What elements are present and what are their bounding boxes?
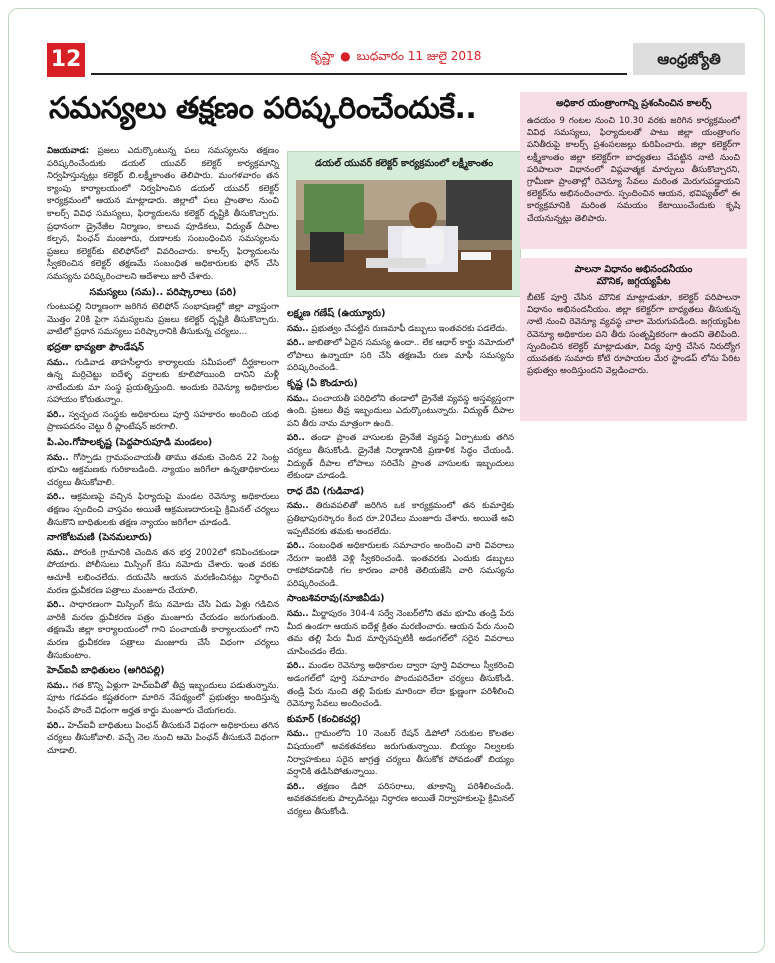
masthead-rule xyxy=(91,73,627,75)
problem-text: తిరువపలితో జరిగిన ఒక కార్యక్రమంలో తన కుమార్తెకు ప్రతిభాపురస్కారం కింద రూ.20వేలు మంజూరు చేశారు. అయితే అవి ఇప్పటివరకు తమకు అందలేదు. xyxy=(287,501,515,537)
problem-paragraph xyxy=(287,500,514,538)
subheading-caller: కుమార్ (కంచికచర్ల) xyxy=(287,713,361,725)
problem-paragraph xyxy=(287,393,514,431)
solution-text: ఆక్రమణపై వచ్చిన ఫిర్యాదుపై మండల రెవెన్యూ అధికారులు తక్షణం స్పందించి వాస్తవం అయితే ఆక్రమణదారులపై క్రిమినల్ చర్యలు తీసుకొని బాధితులకు తక్షణ న్యాయం జరిగేలా చూడండి. xyxy=(47,492,279,528)
solution-paragraph xyxy=(287,660,514,710)
sidebar-box-body: ఉదయం 9 గంటల నుంచి 10.30 వరకు జరిగిన కార్యక్రమంలో వివిధ సమస్యలు, ఫిర్యాదులతో పాటు జిల్లా యంత్రాంగం పనితీరుపై కాలర్స్ ప్రశంసలజల్లు కురిపించారు. జిల్లా కలెక్టర్‌గా లక్ష్మీకాంతం జిల్లా కలెక్టర్‌గా బాధ్యతలు చేపట్టిన నాటి నుంచి పరిపాలనా విధానంలో విప్లవాత్మక మార్పులు తీసుకొచ్చారని, గ్రామీణా ప్రాంతాల్లో రెవెన్యూ సేవలు మరింత మెరుగుపడ్డాయని కలెక్టర్‌ను అభినందించారు. స్పందించిన ఆయన, భవిష్యత్‌లో ఈ కార్యక్రమానికి మరింత సమయం కేటాయించేందుకు కృషి చేయనున్నట్లు తెలిపారు. xyxy=(527,116,740,224)
newspaper-brand-logo: ఆంధ్రజ్యోతి xyxy=(633,43,745,75)
problem-label: సమ.. xyxy=(287,323,309,334)
solution-text: తండా ప్రాంత వాసులకు డ్రైనేజీ వ్యవస్థ ఏర్పాటుకు తగిన చర్యలు తీసుకోండి. డ్రైనేజీ నిర్మాణానికి ప్రణాళిక సిద్ధం చేయండి. విద్యుత్ దీపాల లోపాలు సరిచేసి ప్రాంత వాసులకు ఇబ్బందులు లేకుండా చూడండి. xyxy=(287,433,514,482)
problem-paragraph xyxy=(47,680,279,718)
problem-paragraph xyxy=(47,547,279,597)
subheading-caller: లక్ష్మణ గణేష్ (ఉయ్యూరు) xyxy=(287,308,386,319)
solution-paragraph xyxy=(47,720,279,758)
problem-label: సమ.. xyxy=(287,729,309,740)
problem-paragraph xyxy=(287,323,514,336)
problem-paragraph xyxy=(47,452,279,490)
sidebar-box-governance xyxy=(520,258,747,421)
solution-paragraph xyxy=(287,432,514,482)
problem-label: సమ.. xyxy=(47,547,69,558)
collector-photo xyxy=(296,180,512,290)
sidebar-box-callers-praise xyxy=(520,92,747,249)
solution-text: స్వచ్ఛంద సంస్థకు అధికారులు పూర్తి సహకారం అందించి యథ ప్రాణపదనం చెట్టు రీ ప్లాంటేషన్ జరగాలి. xyxy=(47,409,280,433)
main-headline: సమస్యలు తక్షణం పరిష్కరించేందుకే.. xyxy=(49,91,477,126)
problem-text: పోరంకి గ్రామానికి చెందిన తన భర్త 2002లో కనిపించకుండా పోయారు. పోలీసులు మిస్సింగ్ కేసు నమోదు చేశారు. ఇంత వరకు ఆచూకీ లభించలేదు. దయచేసి ఆయన మరణించినట్లు నిర్ధారించి మరణ ధ్రువీకరణ పత్రాలు మంజూరు చేయాలి. xyxy=(47,547,279,596)
solution-text: హెచ్‌ఐవీ బాధితులు పింఛన్ తీసుకునే విధంగా అధికారులు తగిన చర్యలు తీసుకోవాలి. వచ్చే నెల నుంచి ఆమె పింఛన్ తీసుకునే విధంగా చూడాలి. xyxy=(47,720,279,756)
problem-text: ప్రభుత్వం చేపట్టిన రుణమాఫీ డబ్బులు ఇంతవరకు పడలేదు. xyxy=(311,323,508,334)
solution-label: పరి.. xyxy=(47,600,65,611)
subheading-caller: సాంబశివరావు(నూజివీడు) xyxy=(287,593,385,605)
paragraph: గుంటుపల్లి నిర్మాణంగా జరిగిన టెలిఫోన్ సంభాషణల్లో జిల్లా వ్యాప్తంగా మొత్తం 20కి పైగా సమస్యలను ప్రజలు కలెక్టర్ దృష్టికి తీసుకొచ్చారు. వాటిలో ప్రధాన సమస్యలు పరిష్కారానికి తీసుకున్న చర్యలు... xyxy=(47,302,279,338)
dateline-lead: విజయవాడ: xyxy=(47,146,90,156)
solution-text: సంబంధిత అధికారులకు సమాచారం అందించి వారి వివరాలు నేరుగా ఇంటికి వెళ్లి స్వీకరించండి. ఇంతవరకు ఎందుకు డబ్బులు రాకపోవడానికి గల కారణం వారికి తెలియజేసి వారి సమస్యను పరిష్కరించండి. xyxy=(287,541,514,589)
article-column-1 xyxy=(47,145,279,759)
edition-label: కృష్ణా xyxy=(310,49,335,63)
solution-paragraph xyxy=(287,781,514,819)
problem-label: సమ.. xyxy=(287,501,309,512)
bullet-separator: ● xyxy=(340,49,351,63)
intro-paragraph xyxy=(47,145,279,284)
solution-label: పరి.. xyxy=(47,720,65,731)
problem-paragraph xyxy=(47,357,279,407)
problem-text: గోస్పాడు గ్రామపంచాయతీ తాము తమకు చెందిన 22 సెంట్ల భూమి ఆక్రమణకు గురికాబడింది. న్యాయం జరిగేలా ఉన్నతాధికారులు చర్యలు తీసుకోవాలి. xyxy=(47,452,279,488)
subheading-caller: రాధ దేవి (గుడివాడ) xyxy=(287,485,365,497)
solution-paragraph xyxy=(47,409,279,434)
problem-text: గుడివాడ తాహసీల్దారు కార్యాలయ సమీపంలో దీర్ఘకాలంగా ఉన్న మర్రిచెట్టు ఐదేళ్ళ వర్షాలకు కూలిపోయింది దానిని మళ్లీ నాటేందుకు మా సంస్థ ప్రయత్నిస్తుంది. అందుకు రెవెన్యూ అధికారుల సహాయం కోరుతున్నాం. xyxy=(47,357,279,406)
subheading-caller: కృష్ణ (ఏ కొండూరు) xyxy=(287,377,358,389)
solution-label: పరి.. xyxy=(287,541,305,552)
subheading-caller: హెచ్‌ఐవీ బాధితులం (అగిరిపల్లి) xyxy=(47,665,165,677)
problem-label: సమ.. xyxy=(47,680,69,691)
sidebar-box-title: అధికార యంత్రాంగాన్ని ప్రశంసించిన కాలర్స్ xyxy=(555,98,712,109)
solution-label: పరి.. xyxy=(47,409,65,420)
solution-text: తక్షణం డిపో పరిసరాలు, తూకాన్ని పరిశీలించండి. అవకతవకలకు పాల్పడినట్లు నిర్ధారణ అయితే నిర్వాహకులపై క్రిమినల్ చర్యలు తీసుకోండి. xyxy=(287,781,514,817)
solution-label: పరి.. xyxy=(287,433,305,444)
sidebar-box-title xyxy=(527,264,740,288)
problem-label: సమ.. xyxy=(287,609,309,620)
solution-label: పరి.. xyxy=(287,338,305,349)
solution-text: జాబితాలో ఏదైన సమస్య ఉందా.. లేక ఆధార్ కార్డు నమోదులో లోపాలు ఉన్నాయా సరి చేసి తక్షణమే రుణ మాఫీ సమస్యను పరిష్కరించండి. xyxy=(287,338,514,374)
solution-label: పరి.. xyxy=(287,781,305,792)
problem-text: పంచాయతీ పరిధిలోని తండాలో డ్రైనేజీ వ్యవస్థ అస్తవ్యస్తంగా ఉంది. ప్రజలు తీవ్ర ఇబ్బందులు ఎదుర్కొంటున్నారు. విద్యుత్ దీపాల పని తీరు నామ మాత్రంగా ఉంది. xyxy=(287,393,514,429)
subheading-caller: భద్రతా భావ్యతా ఫౌండేషన్ xyxy=(47,341,144,353)
solution-text: సాధారణంగా మిస్సింగ్ కేసు నమోదు చేసి ఏడు ఏళ్లు గడిచిన వారికి మరణ ధ్రువీకరణ పత్రం మంజూరు చేయడం జరుగుతుంది. తక్షణమే జిల్లా కార్యాలయంలో గాని పంచాయతీ కార్యాలయంలో గాని మరణ ధ్రువీకరణ పత్రాలు మంజూరు చేసే విధంగా చర్యలు తీసుకుంటాం. xyxy=(47,600,279,661)
sidebar-box-title-line: పాలనా విధానం అభినందనీయం xyxy=(574,264,693,275)
sidebar-box-title-line: మౌనిక, జగ్గయ్యపేట xyxy=(596,276,671,287)
problem-label: సమ.. xyxy=(47,357,69,368)
masthead xyxy=(47,43,745,77)
solution-paragraph xyxy=(47,491,279,529)
solution-label: పరి.. xyxy=(47,492,65,503)
article-column-2 xyxy=(287,305,514,821)
photo-caption: డయల్ యువర్ కలెక్టర్ కార్యక్రమంలో లక్ష్మీకాంతం xyxy=(314,158,494,169)
issue-date: బుధవారం 11 జులై 2018 xyxy=(356,49,482,63)
sidebar-box-body: బీటెక్ పూర్తి చేసిన మౌనిక మాట్లాడుతూ, కలెక్టర్ పరిపాలనా విధానం అభినందనీయం. జిల్లా కలెక్టర్‌గా బాధ్యతలు తీసుకున్న నాటి నుంచి రెవెన్యూ వ్యవస్థ చాలా మెరుగుపడింది. జగ్గయ్యపేట రెవెన్యూ అధికారుల పని తీరు సంతృప్తికరంగా ఉందని తెలిపింది. స్పందించిన కలెక్టర్ మాట్లాడుతూ, విద్య పూర్తి చేసిన నిరుద్యోగ యువతకు సుమారు కోటి రూపాయల మేర స్టాండప్ లోను పేరిట ప్రభుత్వం అందిస్తుందని వెల్లడించారు. xyxy=(527,293,740,377)
photo-box xyxy=(287,151,521,297)
page-number: 12 xyxy=(47,43,85,77)
newspaper-page xyxy=(8,8,765,953)
solution-label: పరి.. xyxy=(287,661,305,672)
solution-paragraph xyxy=(287,337,514,375)
problem-label: సమ.. xyxy=(287,393,309,404)
problem-text: మీర్జాపురం 304-4 సర్వే నెంబర్‌లోని తమ భూమి తండ్రి పేరు మీద ఉండగా ఆయన ఐదేళ్ల క్రితం మరణించారు. ఆయన పేరు నుంచి తమ తల్లి పేరు మీద మార్చినప్పటికీ అడంగల్‌లో సరైన వివరాలు చూపించడం లేదు. xyxy=(287,609,515,657)
problem-text: గత కొన్ని ఏళ్లుగా హెచ్‌ఐవీతో తీవ్ర ఇబ్బందులు పడుతున్నాను. పూట గడవడం కష్టతరంగా మారిన నేపథ్యంలో ప్రభుత్వం అందిస్తున్న పింఛన్ పొందే విధంగా అర్హత కార్డు మంజూరు చేయగలరు. xyxy=(47,680,279,716)
problem-label: సమ.. xyxy=(47,452,69,463)
intro-text: ప్రజలు ఎదుర్కొంటున్న పలు సమస్యలను తక్షణం పరిష్కరించేందుకు డయల్ యువర్ కలెక్టర్ కార్యక్రమాన్ని నిర్వహిస్తున్నట్లు కలెక్టర్ బి.లక్ష్మీకాంతం తెలిపారు. మంగళవారం తన క్యాంపు కార్యాలయంలో నిర్వహించిన డయల్ యువర్ కలెక్టర్ కార్యక్రమంలో ఆయన మాట్లాడారు. జిల్లాలో పలు ప్రాంతాల నుంచి కాలర్స్ వివిధ సమస్యలు, ఫిర్యాదులను కలెక్టర్ దృష్టికి తీసుకొచ్చారు. ప్రధానంగా డ్రైనేజీల నిర్మాణం, కాలువ పూడికలు, విద్యుత్ దీపాల కల్పన, పింఛన్ మంజూరు, రుణాలకు సంబంధించిన సమస్యలను ప్రజలు కలెక్టర్‌కు టెలిఫోన్‌లో వివరించారు. కాలర్స్ ఫిర్యాదులను స్వీకరించిన కలెక్టర్ తక్షణమే సంబంధిత అధికారులకు ఫోన్ చేసి సమస్యను పరిష్కరించాలని ఆదేశాలు జారీ చేశారు. xyxy=(47,146,279,282)
solution-paragraph xyxy=(47,599,279,662)
subheading-issues-solutions: సమస్యలు (సమ).. పరిష్కారాలు (పరి) xyxy=(89,286,237,298)
subheading-caller: నాగకోటమణి (పెనమలూరు) xyxy=(47,532,153,544)
subheading-caller: పి.ఎం.గోపాలకృష్ణ (పెద్దపారుపూడి మండలం) xyxy=(47,437,213,449)
problem-text: గ్రామంలోని 10 నెంబర్ రేషన్ డిపోలో సరుకుల కొలతల విషయంలో అవకతవకలు జరుగుతున్నాయి. బియ్యం నిల్వలకు నిర్వాహకులు సరైన జాగ్రత్త చర్యలు తీసుకోక పోవడంతో బియ్యం వర్షానికి తడిసిపోతున్నాయి. xyxy=(287,729,514,778)
problem-paragraph xyxy=(287,608,514,658)
solution-text: మండల రెవెన్యూ అధికారుల ద్వారా పూర్తి వివరాలు స్వీకరించి అడంగల్‌లో పూర్తి సమాచారం పొందుపరిచేలా చర్యలు తీసుకోండి. తండ్రి పేరు నుంచి తల్లి పేరుకు మారిందా లేదా క్షుణ్ణంగా పరిశీలించి రెవెన్యూ సేవలు అందించండి. xyxy=(287,661,514,710)
solution-paragraph xyxy=(287,540,514,590)
problem-paragraph xyxy=(287,728,514,778)
